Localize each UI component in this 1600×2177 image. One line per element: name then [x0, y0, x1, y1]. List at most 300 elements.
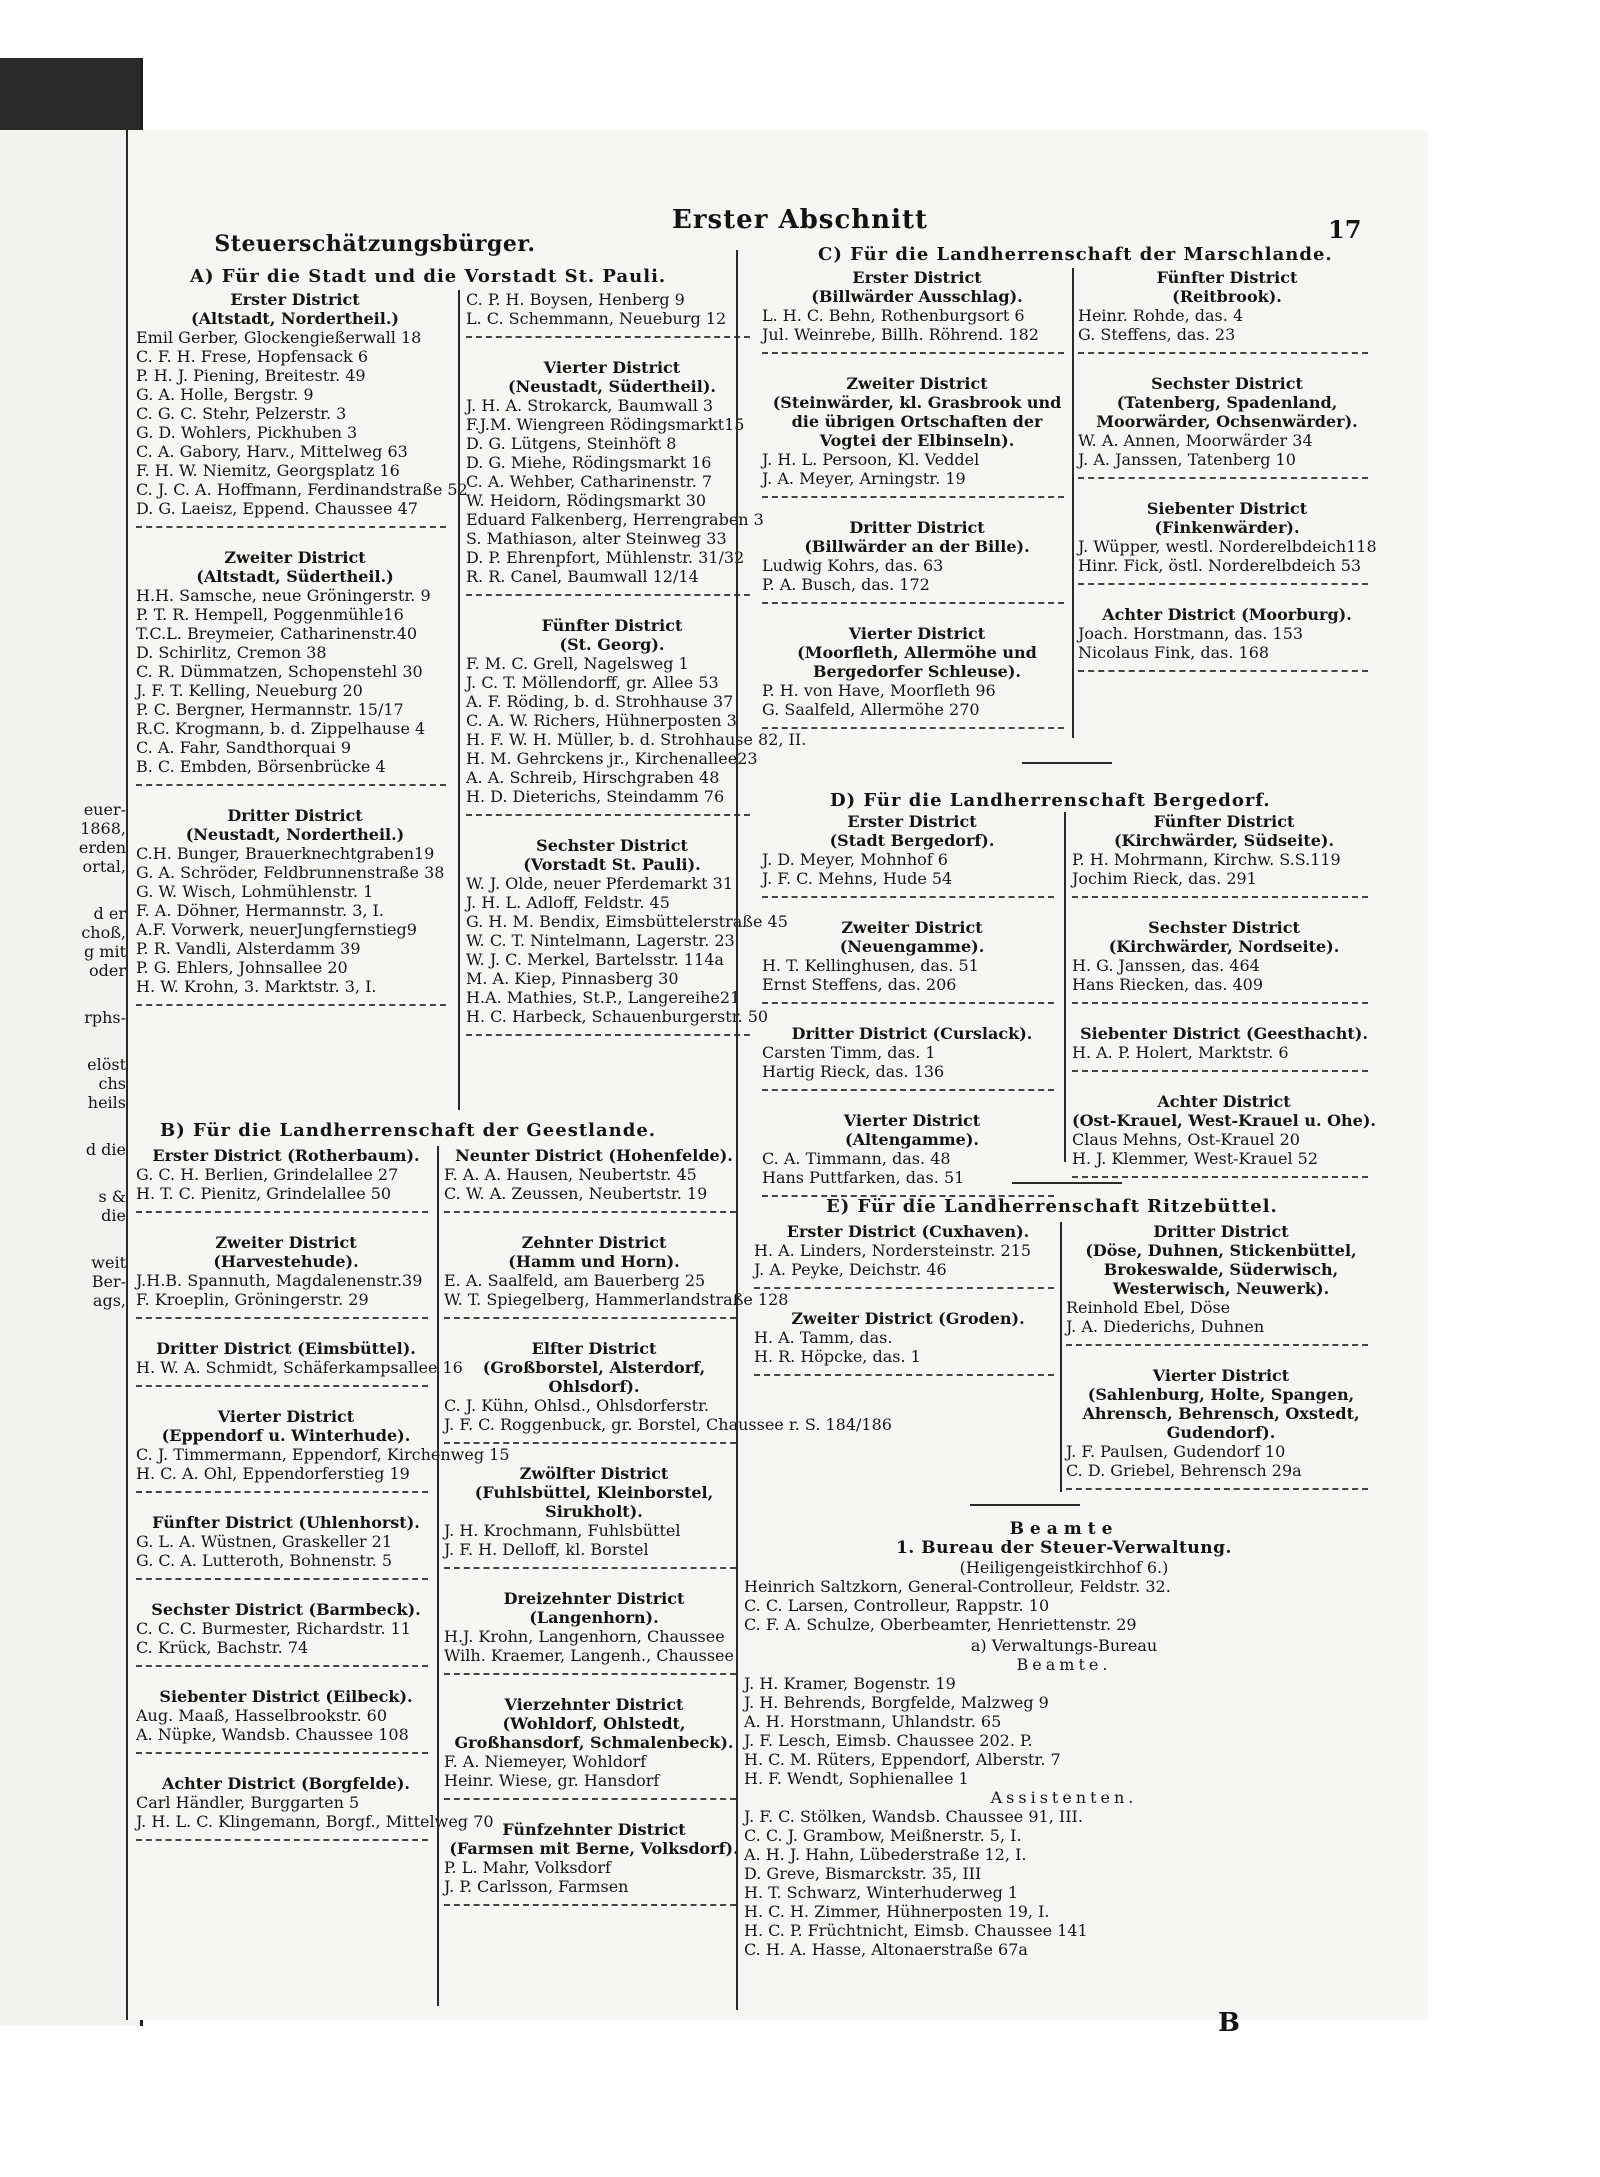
section-a-title: A) Für die Stadt und die Vorstadt St. Pauli. — [190, 266, 667, 287]
district-subheading: (Altstadt, Südertheil.) — [196, 567, 394, 586]
dashed-rule — [136, 1379, 428, 1387]
page-column-divider — [736, 250, 738, 2010]
district-entry: H. D. Dieterichs, Steindamm 76 — [466, 787, 725, 806]
beamte-entry: J. H. Kramer, Bogenstr. 19 — [744, 1674, 956, 1693]
spacer — [1078, 591, 1376, 605]
district-subheading: (Billwärder an der Bille). — [804, 537, 1030, 556]
section-e-col2 — [1066, 1222, 1376, 1510]
district-entry: T.C.L. Breymeier, Catharinenstr.40 — [136, 624, 418, 643]
dashed-rule — [444, 1205, 736, 1213]
district-entry: H. F. W. H. Müller, b. d. Strohhause 82, II. — [466, 730, 807, 749]
district-heading: Vierter District — [848, 624, 986, 643]
district-subheading: (Wohldorf, Ohlstedt, Großhansdorf, Schmalenbeck). — [454, 1714, 734, 1752]
district-heading: Vierter District — [843, 1111, 981, 1130]
spacer — [136, 1393, 436, 1407]
district-heading: Zehnter District — [521, 1233, 667, 1252]
assistent-entry: H. T. Schwarz, Winterhuderweg 1 — [744, 1883, 1019, 1902]
spacer — [136, 1499, 436, 1513]
assistenten-title: Assistenten. — [990, 1788, 1138, 1807]
left-page-fragment: g mit — [83, 942, 126, 961]
district-entry: C. J. Timmermann, Eppendorf, Kirchenweg 15 — [136, 1445, 510, 1464]
district-entry: E. A. Saalfeld, am Bauerberg 25 — [444, 1271, 706, 1290]
left-page-fragment: die — [101, 1206, 126, 1225]
district-entry: J. P. Carlsson, Farmsen — [444, 1877, 629, 1896]
left-page-fragment: ags, — [92, 1291, 126, 1310]
district-entry: H. T. Kellinghusen, das. 51 — [762, 956, 979, 975]
spacer — [136, 1325, 436, 1339]
district-heading: Elfter District — [531, 1339, 657, 1358]
district-heading: Dritter District — [849, 518, 985, 537]
district-entry: H. G. Janssen, das. 464 — [1072, 956, 1260, 975]
district-entry: F. A. A. Hausen, Neubertstr. 45 — [444, 1165, 697, 1184]
section-d-col1 — [762, 812, 1062, 1217]
district-entry: H. C. A. Ohl, Eppendorferstieg 19 — [136, 1464, 410, 1483]
left-page-fragment: weit — [91, 1253, 126, 1272]
beamte-entry: H. F. Wendt, Sophienallee 1 — [744, 1769, 969, 1788]
section-e-col1 — [754, 1222, 1062, 1396]
district-entry: H. A. Linders, Nordersteinstr. 215 — [754, 1241, 1032, 1260]
district-entry: L. H. C. Behn, Rothenburgsort 6 — [762, 306, 1025, 325]
spacer — [444, 1450, 744, 1464]
assistent-entry: C. H. A. Hasse, Altonaerstraße 67a — [744, 1940, 1028, 1959]
beamte-entry: J. H. Behrends, Borgfelde, Malzweg 9 — [744, 1693, 1049, 1712]
district-entry: C. P. H. Boysen, Henberg 9 — [466, 290, 685, 309]
district-subheading: (St. Georg). — [559, 635, 665, 654]
district-heading: Vierzehnter District — [504, 1695, 684, 1714]
district-heading: Fünfzehnter District — [502, 1820, 686, 1839]
district-entry: Hans Puttfarken, das. 51 — [762, 1168, 965, 1187]
spacer — [444, 1806, 744, 1820]
district-entry: A. F. Röding, b. d. Strohhause 37 — [466, 692, 734, 711]
district-subheading: (Altstadt, Nordertheil.) — [191, 309, 399, 328]
beamte-entry: H. C. M. Rüters, Eppendorf, Alberstr. 7 — [744, 1750, 1061, 1769]
spacer — [136, 792, 454, 806]
district-heading: Siebenter District (Geesthacht). — [1080, 1024, 1368, 1043]
district-heading: Sechster District — [536, 836, 688, 855]
district-heading: Erster District — [852, 268, 982, 287]
district-entry: H. A. P. Holert, Marktstr. 6 — [1072, 1043, 1289, 1062]
district-entry: G. W. Wisch, Lohmühlenstr. 1 — [136, 882, 374, 901]
page-headline: Erster Abschnitt — [672, 205, 928, 235]
spacer — [136, 1219, 436, 1233]
bureau-heads — [744, 1577, 1384, 1634]
dashed-rule — [444, 1311, 736, 1319]
district-heading: Fünfter District (Uhlenhorst). — [152, 1513, 420, 1532]
district-subheading: (Neuengamme). — [839, 937, 985, 956]
spacer — [466, 822, 758, 836]
dashed-rule — [1072, 996, 1368, 1004]
district-heading: Vierter District — [217, 1407, 355, 1426]
district-entry: W. J. C. Merkel, Bartelsstr. 114a — [466, 950, 724, 969]
district-entry: H. M. Gehrckens jr., Kirchenallee23 — [466, 749, 758, 768]
spacer — [136, 1760, 436, 1774]
district-entry: J. Wüpper, westl. Norderelbdeich118 — [1078, 537, 1377, 556]
district-subheading: (Fuhlsbüttel, Kleinborstel, Sirukholt). — [474, 1483, 714, 1521]
district-entry: G. A. Schröder, Feldbrunnenstraße 38 — [136, 863, 445, 882]
district-subheading: (Stadt Bergedorf). — [829, 831, 995, 850]
district-entry: C. A. W. Richers, Hühnerposten 3 — [466, 711, 737, 730]
signature-mark: B — [1218, 2008, 1240, 2038]
district-subheading: (Farmsen mit Berne, Volksdorf). — [449, 1839, 739, 1858]
district-entry: W. C. T. Nintelmann, Lagerstr. 23 — [466, 931, 735, 950]
dashed-rule — [444, 1667, 736, 1675]
district-entry: Heinr. Wiese, gr. Hansdorf — [444, 1771, 660, 1790]
district-heading: Siebenter District — [1146, 499, 1308, 518]
dashed-rule — [466, 808, 750, 816]
district-entry: J. H. Krochmann, Fuhlsbüttel — [444, 1521, 681, 1540]
left-page-fragment: choß, — [81, 923, 126, 942]
dashed-rule — [762, 1083, 1054, 1091]
district-entry: Hans Riecken, das. 409 — [1072, 975, 1264, 994]
district-entry: A. A. Schreib, Hirschgraben 48 — [466, 768, 720, 787]
district-entry: M. A. Kiep, Pinnasberg 30 — [466, 969, 679, 988]
section-c-divider — [1072, 268, 1074, 738]
dashed-rule — [1078, 664, 1368, 672]
district-entry: Wilh. Kraemer, Langenh., Chaussee — [444, 1646, 734, 1665]
left-page-fragment: oder — [89, 961, 126, 980]
district-entry: G. C. H. Berlien, Grindelallee 27 — [136, 1165, 399, 1184]
district-entry: C. J. C. A. Hoffmann, Ferdinandstraße 52 — [136, 480, 468, 499]
district-heading: Zweiter District — [841, 918, 983, 937]
district-entry: J. F. H. Delloff, kl. Borstel — [444, 1540, 649, 1559]
spacer — [762, 504, 1072, 518]
district-entry: P. H. Mohrmann, Kirchw. S.S.119 — [1072, 850, 1341, 869]
district-heading: Dritter District (Eimsbüttel). — [156, 1339, 416, 1358]
district-heading: Erster District (Rotherbaum). — [152, 1146, 420, 1165]
district-entry: P. G. Ehlers, Johnsallee 20 — [136, 958, 348, 977]
spacer — [444, 1681, 744, 1695]
district-entry: G. C. A. Lutteroth, Bohnenstr. 5 — [136, 1551, 393, 1570]
spacer — [136, 1673, 436, 1687]
dashed-rule — [136, 1205, 428, 1213]
left-page-fragment: d er — [93, 904, 126, 923]
dashed-rule — [754, 1368, 1054, 1376]
district-entry: D. G. Miehe, Rödingsmarkt 16 — [466, 453, 712, 472]
district-entry: W. J. Olde, neuer Pferdemarkt 31 — [466, 874, 734, 893]
district-entry: C. F. H. Frese, Hopfensack 6 — [136, 347, 369, 366]
district-entry: P. H. J. Piening, Breitestr. 49 — [136, 366, 366, 385]
district-entry: P. L. Mahr, Volksdorf — [444, 1858, 611, 1877]
spacer — [444, 1912, 744, 1926]
district-entry: Ernst Steffens, das. 206 — [762, 975, 957, 994]
district-entry: H. J. Klemmer, West-Krauel 52 — [1072, 1149, 1319, 1168]
district-subheading: (Döse, Duhnen, Stickenbüttel, Brokeswalde, Süderwisch, Westerwisch, Neuwerk). — [1085, 1241, 1357, 1298]
district-subheading: (Neustadt, Nordertheil.) — [185, 825, 405, 844]
district-entry: F. A. Döhner, Hermannstr. 3, I. — [136, 901, 384, 920]
dashed-rule — [754, 1281, 1054, 1289]
district-heading: Achter District — [1157, 1092, 1291, 1111]
dashed-rule — [136, 998, 446, 1006]
district-heading: Dritter District — [1153, 1222, 1289, 1241]
district-entry: P. R. Vandli, Alsterdamm 39 — [136, 939, 361, 958]
district-entry: G. A. Holle, Bergstr. 9 — [136, 385, 314, 404]
district-entry: H. C. Harbeck, Schauenburgerstr. 50 — [466, 1007, 769, 1026]
dashed-rule — [1072, 1170, 1368, 1178]
main-heading: Steuerschätzungsbürger. — [214, 231, 536, 257]
dashed-rule — [466, 330, 750, 338]
bureau-title: 1. Bureau der Steuer-Verwaltung. — [896, 1538, 1232, 1558]
dashed-rule — [1072, 1064, 1368, 1072]
left-page-fragment: heils — [87, 1093, 126, 1112]
district-subheading: (Moorfleth, Allermöhe und Bergedorfer Schleuse). — [797, 643, 1037, 681]
district-entry: H. R. Höpcke, das. 1 — [754, 1347, 921, 1366]
left-page-fragment: d die — [85, 1140, 126, 1159]
spacer — [444, 1325, 744, 1339]
district-entry: W. Heidorn, Rödingsmarkt 30 — [466, 491, 707, 510]
dashed-rule — [136, 1746, 428, 1754]
beamte-block — [744, 1520, 1384, 1959]
section-b-col1 — [136, 1146, 510, 1861]
district-heading: Vierter District — [1152, 1366, 1290, 1385]
district-entry: J. A. Diederichs, Duhnen — [1066, 1317, 1265, 1336]
district-entry: C. Krück, Bachstr. 74 — [136, 1638, 309, 1657]
district-entry: H.J. Krohn, Langenhorn, Chaussee — [444, 1627, 725, 1646]
left-page-fragment: euer- — [83, 800, 126, 819]
district-entry: C. A. Wehber, Catharinenstr. 7 — [466, 472, 713, 491]
beamte-list — [744, 1674, 1384, 1788]
spacer — [1066, 1352, 1376, 1366]
district-entry: Heinr. Rohde, das. 4 — [1078, 306, 1244, 325]
district-subheading: (Kirchwärder, Südseite). — [1113, 831, 1335, 850]
district-heading: Neunter District (Hohenfelde). — [455, 1146, 733, 1165]
district-entry: Jul. Weinrebe, Billh. Röhrend. 182 — [762, 325, 1039, 344]
district-heading: Zweiter District — [215, 1233, 357, 1252]
spacer — [762, 904, 1062, 918]
district-subheading: (Steinwärder, kl. Grasbrook und die übrigen Ortschaften der Vogtei der Elbinseln). — [772, 393, 1062, 450]
district-entry: G. H. M. Bendix, Eimsbüttelerstraße 45 — [466, 912, 788, 931]
dashed-rule — [136, 1833, 428, 1841]
spacer — [136, 1586, 436, 1600]
left-page-fragment: 1868, — [80, 819, 126, 838]
district-entry: Aug. Maaß, Hasselbrookstr. 60 — [136, 1706, 388, 1725]
spacer — [136, 1847, 436, 1861]
district-entry: C. R. Dümmatzen, Schopenstehl 30 — [136, 662, 423, 681]
assistent-entry: J. F. C. Stölken, Wandsb. Chaussee 91, III. — [744, 1807, 1083, 1826]
district-entry: Joach. Horstmann, das. 153 — [1078, 624, 1304, 643]
spacer — [762, 1097, 1062, 1111]
bureau-head-entry: Heinrich Saltzkorn, General-Controlleur, Feldstr. 32. — [744, 1577, 1171, 1596]
bureau-address: (Heiligengeistkirchhof 6.) — [959, 1558, 1169, 1577]
district-subheading: (Altengamme). — [845, 1130, 979, 1149]
district-entry: F. Kroeplin, Gröningerstr. 29 — [136, 1290, 369, 1309]
section-d-title: D) Für die Landherrenschaft Bergedorf. — [830, 790, 1271, 811]
dashed-rule — [136, 520, 446, 528]
assistenten-list — [744, 1807, 1384, 1959]
district-heading: Erster District — [847, 812, 977, 831]
district-heading: Dreizehnter District — [503, 1589, 685, 1608]
dashed-rule — [762, 596, 1064, 604]
dashed-rule — [444, 1436, 736, 1444]
district-subheading: (Vorstadt St. Pauli). — [523, 855, 701, 874]
district-entry: L. C. Schemmann, Neueburg 12 — [466, 309, 727, 328]
district-entry: J. F. C. Mehns, Hude 54 — [762, 869, 953, 888]
district-entry: G. L. A. Wüstnen, Graskeller 21 — [136, 1532, 393, 1551]
district-entry: J. F. C. Roggenbuck, gr. Borstel, Chaussee r. S. 184/186 — [444, 1415, 892, 1434]
main-heading-box — [140, 231, 610, 257]
spacer — [1066, 1496, 1376, 1510]
spacer — [762, 1010, 1062, 1024]
district-subheading: (Tatenberg, Spadenland, Moorwärder, Ochsenwärder). — [1096, 393, 1358, 431]
section-c-col1 — [762, 268, 1072, 749]
dashed-rule — [136, 1311, 428, 1319]
dashed-rule — [1066, 1338, 1368, 1346]
spacer — [444, 1575, 744, 1589]
district-subheading: (Großborstel, Alsterdorf, Ohlsdorf). — [482, 1358, 706, 1396]
dashed-rule — [762, 346, 1064, 354]
spacer — [1078, 485, 1376, 499]
district-entry: Nicolaus Fink, das. 168 — [1078, 643, 1270, 662]
assistent-entry: H. C. P. Früchtnicht, Eimsb. Chaussee 141 — [744, 1921, 1088, 1940]
district-subheading: (Hamm und Horn). — [508, 1252, 680, 1271]
district-entry: Carl Händler, Burggarten 5 — [136, 1793, 360, 1812]
dashed-rule — [136, 1485, 428, 1493]
left-page-shadow — [0, 58, 140, 130]
spacer — [1078, 678, 1376, 692]
district-entry: P. A. Busch, das. 172 — [762, 575, 930, 594]
beamte-title: Beamte — [1009, 1519, 1119, 1539]
page-number: 17 — [1328, 215, 1362, 244]
district-entry: F. A. Niemeyer, Wohldorf — [444, 1752, 647, 1771]
sub-bureau-title: a) Verwaltungs-Bureau — [970, 1636, 1158, 1655]
dashed-rule — [1078, 346, 1368, 354]
district-entry: J. A. Janssen, Tatenberg 10 — [1078, 450, 1296, 469]
district-heading: Erster District (Cuxhaven). — [786, 1222, 1030, 1241]
dashed-rule — [762, 890, 1054, 898]
district-entry: Hinr. Fick, östl. Norderelbdeich 53 — [1078, 556, 1362, 575]
district-entry: Eduard Falkenberg, Herrengraben 3 — [466, 510, 764, 529]
district-entry: J. A. Peyke, Deichstr. 46 — [754, 1260, 947, 1279]
district-entry: G. Steffens, das. 23 — [1078, 325, 1236, 344]
beamte-entry: A. H. Horstmann, Uhlandstr. 65 — [744, 1712, 1002, 1731]
district-entry: J. F. Paulsen, Gudendorf 10 — [1066, 1442, 1286, 1461]
district-entry: C. G. C. Stehr, Pelzerstr. 3 — [136, 404, 347, 423]
spacer — [762, 610, 1072, 624]
district-entry: R.C. Krogmann, b. d. Zippelhause 4 — [136, 719, 426, 738]
district-subheading: (Reitbrook). — [1172, 287, 1282, 306]
district-entry: P. C. Bergner, Hermannstr. 15/17 — [136, 700, 404, 719]
district-entry: C. C. C. Burmester, Richardstr. 11 — [136, 1619, 411, 1638]
district-entry: H.H. Samsche, neue Gröningerstr. 9 — [136, 586, 431, 605]
bureau-head-entry: C. F. A. Schulze, Oberbeamter, Henriettenstr. 29 — [744, 1615, 1137, 1634]
district-entry: J. H. L. Persoon, Kl. Veddel — [762, 450, 980, 469]
district-entry: P. T. R. Hempell, Poggenmühle16 — [136, 605, 404, 624]
spacer — [1072, 904, 1376, 918]
district-heading: Sechster District (Barmbeck). — [151, 1600, 421, 1619]
bureau-head-entry: C. C. Larsen, Controlleur, Rappstr. 10 — [744, 1596, 1050, 1615]
district-entry: D. P. Ehrenpfort, Mühlenstr. 31/32 — [466, 548, 745, 567]
spacer — [444, 1219, 744, 1233]
district-entry: C. A. Gabory, Harv., Mittelweg 63 — [136, 442, 408, 461]
dashed-rule — [444, 1898, 736, 1906]
spacer — [762, 735, 1072, 749]
district-entry: S. Mathiason, alter Steinweg 33 — [466, 529, 727, 548]
district-entry: C. A. Fahr, Sandthorquai 9 — [136, 738, 352, 757]
district-subheading: (Finkenwärder). — [1154, 518, 1300, 537]
section-d-divider — [1064, 812, 1066, 1162]
district-entry: H. A. Tamm, das. — [754, 1328, 893, 1347]
district-heading: Dritter District (Curslack). — [791, 1024, 1033, 1043]
district-heading: Fünfter District — [541, 616, 683, 635]
assistent-entry: A. H. J. Hahn, Lübederstraße 12, I. — [744, 1845, 1027, 1864]
district-entry: D. G. Laeisz, Eppend. Chaussee 47 — [136, 499, 418, 518]
district-heading: Fünfter District — [1153, 812, 1295, 831]
district-entry: H.A. Mathies, St.P., Langereihe21 — [466, 988, 741, 1007]
district-entry: J. A. Meyer, Arningstr. 19 — [762, 469, 966, 488]
section-a-divider — [458, 290, 460, 1110]
left-page-fragment: rphs- — [84, 1008, 126, 1027]
section-e-end-rule — [970, 1504, 1080, 1506]
district-entry: J. D. Meyer, Mohnhof 6 — [762, 850, 948, 869]
district-entry: C. D. Griebel, Behrensch 29a — [1066, 1461, 1302, 1480]
district-entry: J. H. L. Adloff, Feldstr. 45 — [466, 893, 670, 912]
district-entry: D. G. Lütgens, Steinhöft 8 — [466, 434, 677, 453]
district-entry: W. T. Spiegelberg, Hammerlandstraße 128 — [444, 1290, 789, 1309]
section-a-col1 — [136, 290, 468, 1026]
district-entry: J. H. A. Strokarck, Baumwall 3 — [466, 396, 714, 415]
left-page-fragment: chs — [98, 1074, 126, 1093]
district-entry: J. H. L. C. Klingemann, Borgf., Mittelweg 70 — [136, 1812, 494, 1831]
spacer — [466, 1042, 758, 1056]
district-entry: H. T. C. Pienitz, Grindelallee 50 — [136, 1184, 392, 1203]
dashed-rule — [762, 721, 1064, 729]
district-heading: Achter District (Borgfelde). — [162, 1774, 410, 1793]
left-page-fragment: erden — [78, 838, 126, 857]
section-c-col2 — [1078, 268, 1376, 692]
district-entry: W. A. Annen, Moorwärder 34 — [1078, 431, 1313, 450]
district-heading: Sechster District — [1151, 374, 1303, 393]
beamte-entry: J. F. Lesch, Eimsb. Chaussee 202. P. — [744, 1731, 1033, 1750]
left-page-fragment: elöst — [87, 1055, 126, 1074]
district-entry: D. Schirlitz, Cremon 38 — [136, 643, 327, 662]
section-d-col2 — [1072, 812, 1376, 1198]
spacer — [754, 1295, 1062, 1309]
district-subheading: (Sahlenburg, Holte, Spangen, Ahrensch, Behrensch, Oxstedt, Gudendorf). — [1082, 1385, 1360, 1442]
section-c-end-rule — [1022, 762, 1112, 764]
district-heading: Siebenter District (Eilbeck). — [159, 1687, 413, 1706]
spacer — [754, 1382, 1062, 1396]
district-subheading: (Ost-Krauel, West-Krauel u. Ohe). — [1072, 1111, 1376, 1130]
section-b-title: B) Für die Landherrenschaft der Geestlande. — [160, 1120, 657, 1141]
district-heading: Sechster District — [1148, 918, 1300, 937]
spacer — [762, 360, 1072, 374]
district-subheading: (Langenhorn). — [529, 1608, 659, 1627]
district-heading: Zweiter District (Groden). — [791, 1309, 1025, 1328]
dashed-rule — [466, 1028, 750, 1036]
section-e-divider — [1060, 1222, 1062, 1492]
district-entry: C. W. A. Zeussen, Neubertstr. 19 — [444, 1184, 708, 1203]
district-subheading: (Kirchwärder, Nordseite). — [1108, 937, 1340, 956]
dashed-rule — [1078, 471, 1368, 479]
assistent-entry: D. Greve, Bismarckstr. 35, III — [744, 1864, 982, 1883]
district-heading: Vierter District — [543, 358, 681, 377]
district-subheading: (Harvestehude). — [213, 1252, 359, 1271]
district-subheading: (Neustadt, Südertheil). — [508, 377, 716, 396]
dashed-rule — [1066, 1482, 1368, 1490]
spacer — [1072, 1010, 1376, 1024]
district-entry: Hartig Rieck, das. 136 — [762, 1062, 945, 1081]
sub-bureau-beamte: Beamte. — [1016, 1655, 1112, 1674]
dashed-rule — [136, 1659, 428, 1667]
district-entry: Reinhold Ebel, Döse — [1066, 1298, 1231, 1317]
spacer — [136, 534, 454, 548]
district-entry: R. R. Canel, Baumwall 12/14 — [466, 567, 699, 586]
district-entry: Ludwig Kohrs, das. 63 — [762, 556, 944, 575]
district-heading: Erster District — [230, 290, 360, 309]
district-entry: Jochim Rieck, das. 291 — [1072, 869, 1257, 888]
district-heading: Zweiter District — [846, 374, 988, 393]
district-heading: Zwölfter District — [519, 1464, 669, 1483]
section-e-title: E) Für die Landherrenschaft Ritzebüttel. — [826, 1196, 1278, 1217]
